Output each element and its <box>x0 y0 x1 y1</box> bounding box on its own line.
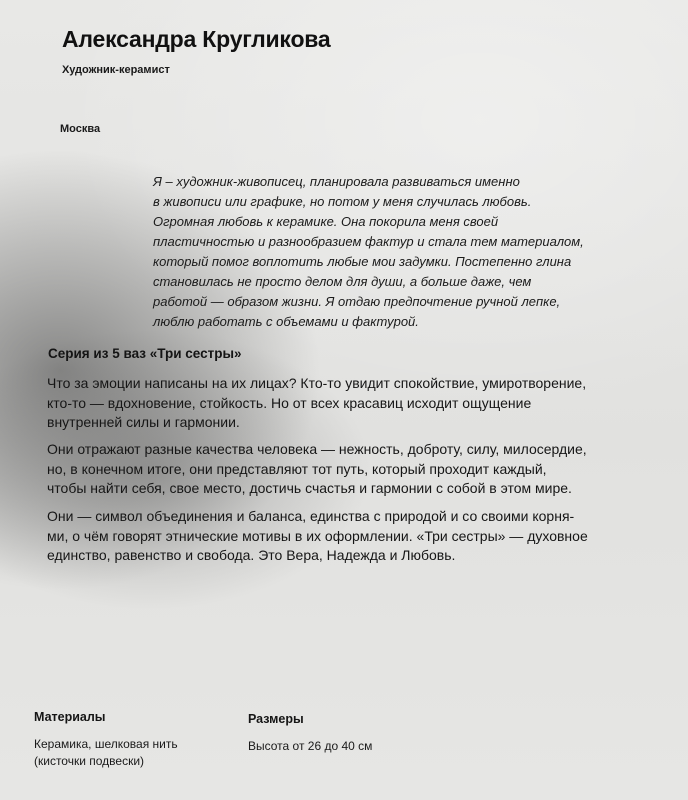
series-paragraph-1 <box>47 374 647 433</box>
paragraph-line: единство, равенство и свобода. Это Вера, Надежда и Любовь. <box>47 547 456 563</box>
quote-line: Огромная любовь к керамике. Она покорила меня своей <box>153 214 499 229</box>
series-title: Серия из 5 ваз «Три сестры» <box>48 346 242 361</box>
materials-line: (кисточки подвески) <box>34 754 145 768</box>
artist-quote <box>153 172 623 332</box>
paragraph-line: Что за эмоции написаны на их лицах? Кто-то увидит спокойствие, умиротворение, <box>47 375 587 391</box>
materials-line: Керамика, шелковая нить <box>34 737 178 751</box>
quote-line: становилась не просто делом для души, а больше даже, чем <box>153 274 532 289</box>
quote-line: люблю работать с объемами и фактурой. <box>153 314 419 329</box>
paragraph-line: чтобы найти себя, свое место, достичь счастья и гармонии с собой в этом мире. <box>47 480 572 496</box>
series-paragraph-2 <box>47 440 647 499</box>
size-value: Высота от 26 до 40 см <box>248 739 373 753</box>
paragraph-line: Они отражают разные качества человека — нежность, доброту, силу, милосердие, <box>47 441 587 457</box>
quote-line: работой — образом жизни. Я отдаю предпочтение ручной лепке, <box>153 294 561 309</box>
quote-line: Я – художник-живописец, планировала развиваться именно <box>153 174 520 189</box>
artist-name: Александра Кругликова <box>62 26 331 52</box>
artist-role: Художник-керамист <box>62 64 170 76</box>
paragraph-line: кто-то — вдохновение, стойкость. Но от всех красавиц исходит ощущение <box>47 394 532 411</box>
paragraph-line: Они — символ объединения и баланса, единства с природой и со своими корня- <box>47 508 575 524</box>
paragraph-line: ми, о чём говорят этнические мотивы в их оформлении. «Три сестры» — духовное <box>47 527 588 544</box>
materials-label: Материалы <box>34 710 106 724</box>
materials-value <box>34 736 178 770</box>
quote-line: в живописи или графике, но потом у меня случилась любовь. <box>153 194 532 209</box>
series-paragraph-3 <box>47 507 647 566</box>
quote-line: который помог воплотить любые мои задумки. Постепенно глина <box>153 254 572 269</box>
size-label: Размеры <box>248 712 304 726</box>
paragraph-line: внутренней силы и гармонии. <box>47 414 240 430</box>
artist-city: Москва <box>60 123 101 135</box>
quote-line: пластичностью и разнообразием фактур и стала тем материалом, <box>153 234 584 249</box>
paragraph-line: но, в конечном итоге, они представляют тот путь, который проходит каждый, <box>47 460 547 477</box>
